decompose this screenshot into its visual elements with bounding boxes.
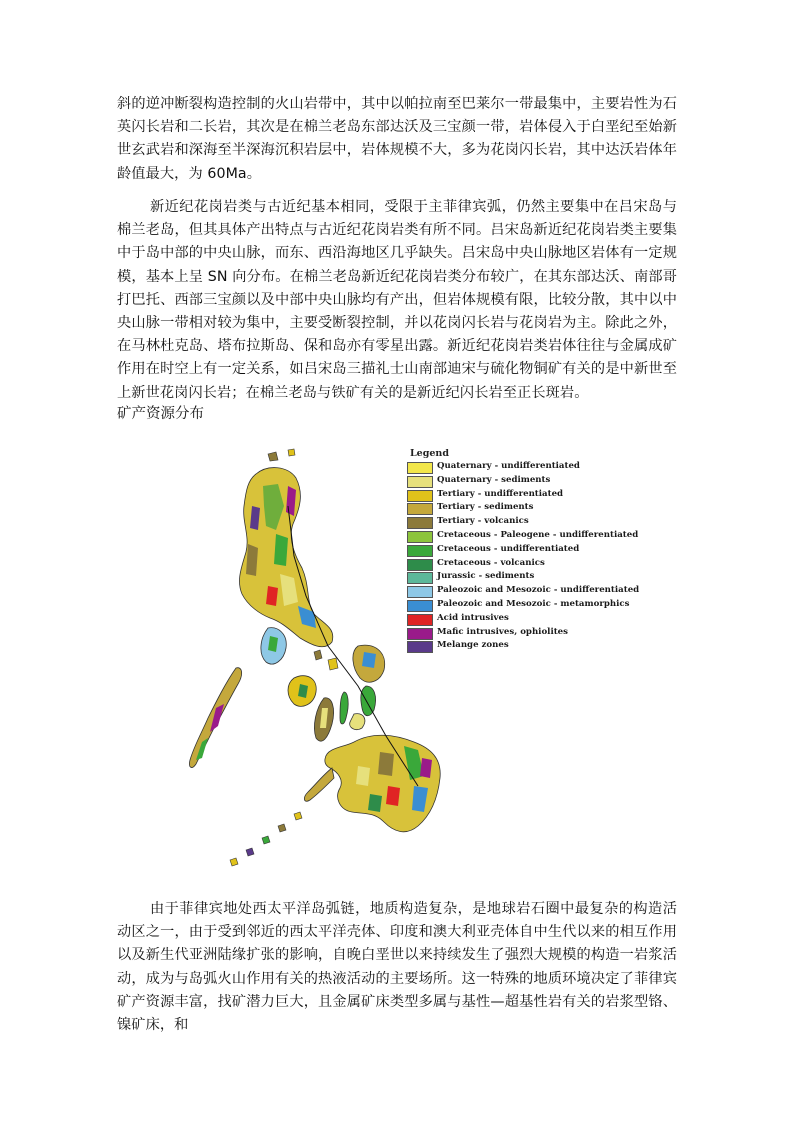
mindanao-island <box>325 735 440 832</box>
zamboanga-peninsula <box>304 768 334 801</box>
legend-label: Jurassic - sediments <box>437 571 535 582</box>
legend-swatch <box>407 503 433 515</box>
legend-label: Tertiary - undifferentiated <box>437 488 564 499</box>
map-legend <box>407 448 640 666</box>
legend-label: Tertiary - volcanics <box>437 516 529 527</box>
legend-label: Cretaceous - undifferentiated <box>437 543 580 554</box>
legend-label: Paleozoic and Mesozoic - undifferentiated <box>437 585 640 596</box>
legend-label: Cretaceous - volcanics <box>437 557 545 568</box>
legend-swatch <box>407 531 433 543</box>
legend-swatch <box>407 517 433 529</box>
paragraph-neogene-intro: 斜的逆冲断裂构造控制的火山岩带中，其中以帕拉南至巴莱尔一带最集中，主要岩性为石英闪长岩和二长岩，其次是在棉兰老岛东部达沃及三宝颜一带，岩体侵入于白垩纪至始新世玄武岩和深海至半深海沉积岩层中，岩体规模不大，多为花岗闪长岩，其中达沃岩体年龄值最大，为 60Ma。 <box>117 96 677 182</box>
legend-swatch <box>407 641 433 653</box>
legend-label: Tertiary - sediments <box>437 502 534 513</box>
legend-swatch <box>407 559 433 571</box>
legend-swatch <box>407 545 433 557</box>
paragraph-mineral-resources: 由于菲律宾地处西太平洋岛弧链，地质构造复杂，是地球岩石圈中最复杂的构造活动区之一，由于受到邻近的西太平洋壳体、印度和澳大利亚壳体自中生代以来的相互作用以及新生代亚洲陆缘扩张的影响，自晚白垩世以来持续发生了强烈大规模的构造一岩浆活动，成为与岛弧火山作用有关的热液活动的主要场所。这一特殊的地质环境决定了菲律宾矿产资源丰富，找矿潜力巨大，且金属矿床类型多属与基性—超基性岩有关的岩浆型铬、镍矿床，和 <box>117 901 677 1034</box>
legend-label: Quaternary - sediments <box>437 474 551 485</box>
legend-label: Melange zones <box>437 640 509 651</box>
bohol-island <box>350 714 365 730</box>
legend-title: Legend <box>410 448 449 459</box>
legend-swatch <box>407 572 433 584</box>
paragraph-neogene-granitoids: 新近纪花岗岩类与古近纪基本相同，受限于主菲律宾弧，仍然主要集中在吕宋岛与棉兰老岛，但其具体产出特点与古近纪花岗岩类有所不同。吕宋岛新近纪花岗岩类主要集中于岛中部的中央山脉，而东、西沿海地区几乎缺失。吕宋岛中央山脉地区岩体有一定规模，基本上呈 SN 向分布。在棉兰老岛新近纪花岗岩类分布较广，在其东部达沃、南部哥打巴托、西部三宝颜以及中部中央山脉均有产出，但岩体规模有限，比较分散，其中以中央山脉一带相对较为集中，主要受断裂控制，并以花岗闪长岩与花岗岩为主。除此之外，在马林杜克岛、塔布拉斯岛、保和岛亦有零星出露。新近纪花岗岩类岩体往往与金属成矿作用在时空上有一定关系，如吕宋岛三描礼士山南部迪宋与硫化物铜矿有关的是中新世至上新世花岗闪长岩；在棉兰老岛与铁矿有关的是新近纪闪长岩至正长斑岩。 <box>117 199 677 401</box>
legend-swatch <box>407 628 433 640</box>
legend-label: Cretaceous - Paleogene - undifferentiated <box>437 530 639 540</box>
cebu-island <box>340 692 348 724</box>
geologic-map-figure <box>118 446 638 876</box>
legend-swatch <box>407 600 433 612</box>
legend-label: Acid intrusives <box>437 612 509 623</box>
legend-label: Mafic intrusives, ophiolites <box>437 626 568 637</box>
legend-swatch <box>407 462 433 474</box>
legend-swatch <box>407 614 433 626</box>
legend-swatch <box>407 476 433 488</box>
legend-label: Quaternary - undifferentiated <box>437 461 580 471</box>
section-heading-mineral-resources: 矿产资源分布 <box>117 406 204 422</box>
legend-swatch <box>407 586 433 598</box>
legend-swatch <box>407 490 433 502</box>
legend-label: Paleozoic and Mesozoic - metamorphics <box>437 599 630 609</box>
leyte-island <box>361 686 376 716</box>
